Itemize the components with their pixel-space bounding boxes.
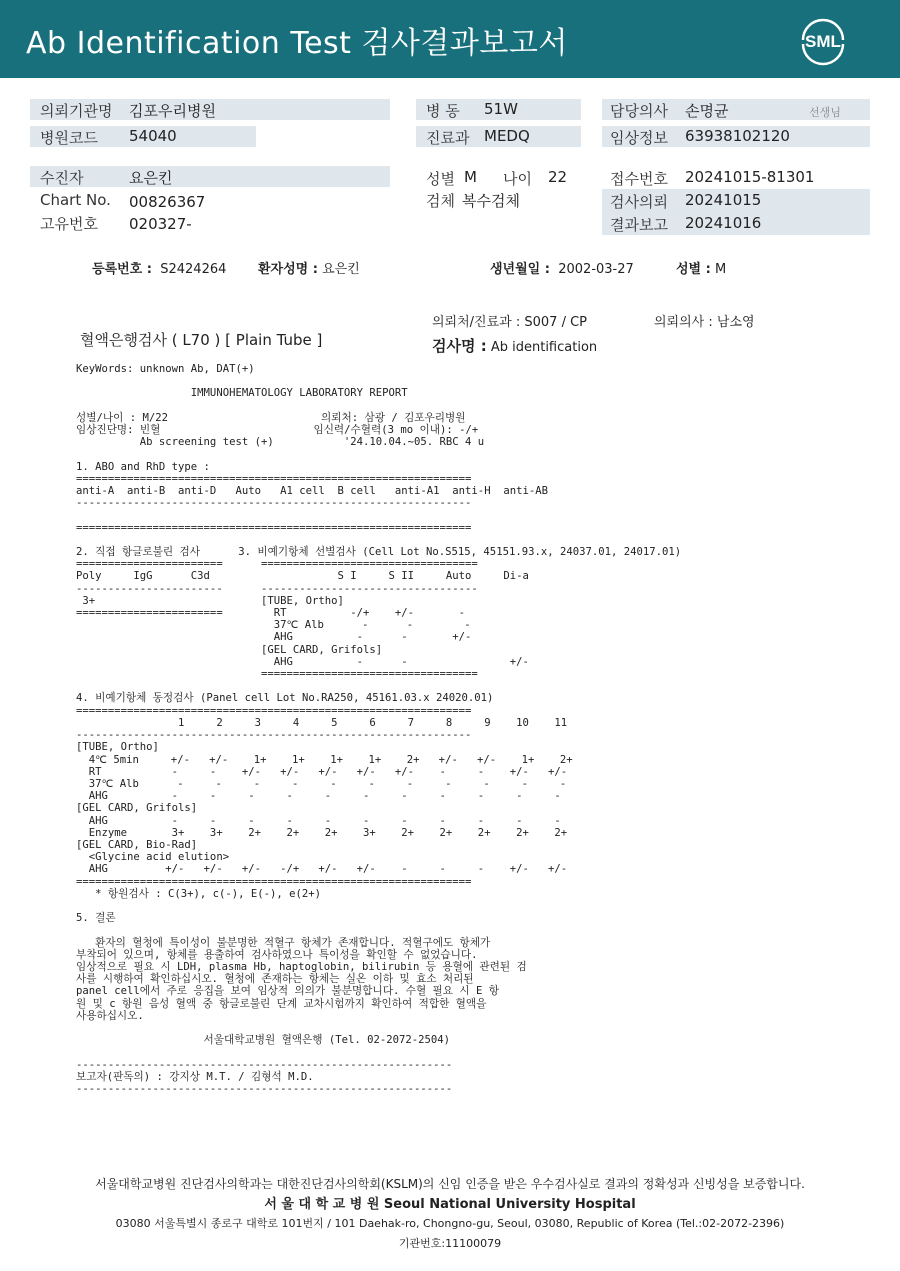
doctor-value: 손명균 [685,102,729,120]
report-header [0,0,900,78]
receipt-value: 20241015-81301 [685,168,815,186]
address-text: 03080 서울특별시 종로구 대학로 101번지 / 101 Daehak-ro, Chongno-gu, Seoul, 03080, Republic of Korea (Tel.:02-2072-2396) [115,1217,785,1230]
patient-box [30,166,390,187]
age-value: 22 [548,168,568,186]
report-title: Ab Identification Test 검사결과보고서 [26,26,568,61]
hospcode-value: 54040 [129,127,177,145]
org-value: 김포우리병원 [129,102,216,120]
chart-label: Chart No. [40,191,111,209]
test-title: 혈액은행검사 ( L70 ) [ Plain Tube ] [80,331,323,349]
doctor-label: 담당의사 [610,102,668,120]
unique-label: 고유번호 [40,215,98,233]
logo-text: SML [805,32,841,51]
unique-value: 020327- [129,215,192,233]
ward-value: 51W [484,100,518,118]
hospcode-label: 병원코드 [40,129,98,147]
hospital-name: 서 울 대 학 교 병 원 Seoul National University Hospital [264,1197,636,1212]
birth-date: 생년월일 : 2002-03-27 [490,262,634,277]
test-name: 검사명 : Ab identification [432,337,598,355]
cert-text: 서울대학교병원 진단검사의학과는 대한진단검사의학회(KSLM)의 신임 인증을 받은 우수검사실로 결과의 정확성과 신빙성을 보증합니다. [95,1177,805,1191]
result-label: 결과보고 [610,216,668,234]
ward-label: 병 동 [426,102,460,120]
patient-sex: 성별 : M [676,262,727,277]
patient-name: 환자성명 : 요은킨 [258,262,360,277]
dept-value: MEDQ [484,127,530,145]
doctor-suffix: 선생님 [809,106,841,119]
sex-value: M [464,168,477,186]
sml-logo [797,14,849,66]
sex-label: 성별 [426,170,455,188]
dept-label: 진료과 [426,129,470,147]
patient-label: 수진자 [40,169,84,187]
requester: 의뢰처/진료과 : S007 / CP [432,315,588,330]
chart-value: 00826367 [129,193,206,211]
clinical-value: 63938102120 [685,127,790,145]
result-value: 20241016 [685,214,762,232]
request-value: 20241015 [685,191,762,209]
specimen-label: 검체 [426,192,455,210]
org-label: 의뢰기관명 [40,102,113,120]
report-body: KeyWords: unknown Ab, DAT(+) IMMUNOHEMATOLOGY LABORATORY REPORT 성별/나이 : M/22 의뢰처: 삼광 / 김포우리병원 임상진단명: 빈혈 임신력/수혈력(3 mo 이내): -/+ Ab screening test (+) '24.10.04.~05. RBC 4 u 1. ABO and RhD type : ============================================================== anti-A anti-B anti-D Auto A1 cell B cell anti-A1 anti-H anti-AB -------------------------------------------------------------- ============================================================== 2. 직접 항글로불린 검사 3. 비예기항체 선별검사 (Cell Lot No.S515, 45151.93.x, 24037.01, 24017.01) ======================= ================================== Poly IgG C3d S I S II Auto Di-a ----------------------- ---------------------------------- 3+ [TUBE, Ortho] ======================= RT -/+ +/- - 37℃ Alb - - - AHG - - +/- [GEL CARD, Grifols] AHG - - +/- ================================== 4. 비예기항체 동정검사 (Panel cell Lot No.RA250, 45161.03.x 24020.01) ============================================================== 1 2 3 4 5 6 7 8 9 10 11 -------------------------------------------------------------- [TUBE, Ortho] 4℃ 5min +/- +/- 1+ 1+ 1+ 1+ 2+ +/- +/- 1+ 2+ RT - - +/- +/- +/- +/- +/- - - +/- +/- 37℃ Alb - - - - - - - - - - - AHG - - - - - - - - - - - [GEL CARD, Grifols] AHG - - - - - - - - - - - Enzyme 3+ 3+ 2+ 2+ 2+ 3+ 2+ 2+ 2+ 2+ 2+ [GEL CARD, Bio-Rad] <Glycine acid elution> AHG +/- +/- +/- -/+ +/- +/- - - - +/- +/- ============================================================== * 항원검사 : C(3+), c(-), E(-), e(2+) 5. 결론 환자의 혈청에 특이성이 불분명한 적혈구 항체가 존재합니다. 적혈구에도 항체가 부착되어 있으며, 항체를 용출하여 검사하였으나 특이성을 확인할 수 없었습니다. 임상적으로 필요 시 LDH, plasma Hb, haptoglobin, bilirubin 등 용혈에 관련된 검 사를 시행하여 확인하십시오. 혈청에 존재하는 항체는 실온 이하 및 효소 처리된 panel cell에서 주로 응집을 보여 임상적 의의가 불분명합니다. 수혈 필요 시 E 항 원 및 c 항원 음성 혈액 중 항글로불린 단계 교차시험까지 확인하여 적합한 혈액을 사용하십시오. 서울대학교병원 혈액은행 (Tel. 02-2072-2504) ----------------------------------------------------------- 보고자(판독의) : 강지상 M.T. / 김형석 M.D. ----------------------------------------------------------- [76,363,682,1095]
specimen-value: 복수검체 [462,192,520,210]
patient-value: 요은킨 [129,169,173,187]
age-label: 나이 [503,170,532,188]
reg-number: 등록번호 : S2424264 [92,262,227,277]
clinical-label: 임상정보 [610,129,668,147]
receipt-label: 접수번호 [610,170,668,188]
request-doctor: 의뢰의사 : 남소영 [654,315,755,330]
institution-code: 기관번호:11100079 [398,1237,502,1250]
request-label: 검사의뢰 [610,193,668,211]
